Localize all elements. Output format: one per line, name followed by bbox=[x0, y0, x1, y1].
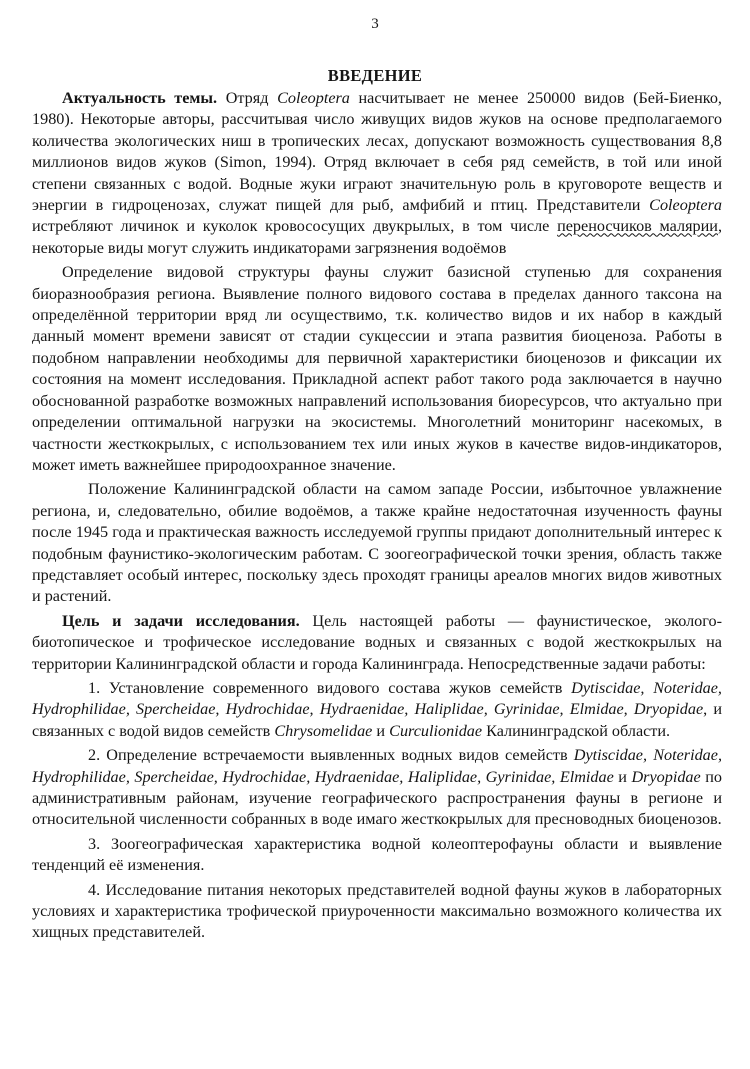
taxon-coleoptera: Coleoptera bbox=[649, 196, 722, 215]
task-1-text-3: и bbox=[372, 721, 390, 740]
relevance-text-2: насчитывает не менее 250000 видов (Бей-Биенко, 1980). Некоторые авторы, рассчитывая число живущих видов жуков на основе предполагаемого количества экологических ниш в тропических лесах, допускают возможность существования 8,8 миллионов видов жуков (Simon, 1994). Отряд включает в себя ряд семейств, в той или иной степени связанных с водой. Водные жуки играют значительную роль в круговороте веществ и энергии в гидроценозах, служат пищей для рыб, амфибий и птиц. Представители bbox=[32, 89, 722, 215]
task-2-text-1: 2. Определение встречаемости выявленных водных видов семейств bbox=[88, 746, 574, 765]
section-heading: ВВЕДЕНИЕ bbox=[327, 66, 423, 85]
goal-paragraph bbox=[32, 611, 722, 675]
body-text bbox=[32, 88, 722, 944]
task-1-text-2: , и связанных с водой видов семейств bbox=[32, 700, 722, 740]
task-1-text-4: Калининградской области. bbox=[482, 721, 671, 740]
task-item-1 bbox=[32, 678, 722, 742]
taxon-families: Dytiscidae, Noteridae, Hydrophilidae, Spercheidae, Hydrochidae, Hydraenidae, Haliplidae, Gyrinidae, Elmidae, Dryopidae bbox=[32, 678, 722, 719]
taxon-chrysomelidae: Chrysomelidae bbox=[274, 721, 373, 740]
paragraph-region-position: Положение Калининградской области на самом западе России, избыточное увлажнение региона, и, следовательно, обилие водоёмов, а также крайне недостаточная изученность фауны после 1945 года и практическая важность исследуемой группы придают дополнительный интерес к подобным фаунистико-экологическим работам. С зоогеографической точки зрения, область также представляет особый интерес, поскольку здесь проходят границы ареалов многих видов животных и растений. bbox=[32, 480, 722, 606]
relevance-paragraph bbox=[32, 88, 722, 259]
taxon-curculionidae: Curculionidae bbox=[389, 721, 483, 740]
paragraph-species-structure: Определение видовой структуры фауны служит базисной ступенью для сохранения биоразнообразия региона. Выявление полного видового состава в пределах данного таксона на определённой территории вряд ли осуществимо, т.к. количество видов и их набор в каждый данный момент времени зависят от стадии сукцессии и этапа развития биоценоза. Работы в подобном направлении необходимы для первичной характеристики биоценозов и фиксации их состояния на момент исследования. Прикладной аспект работ такого рода заключается в научно обоснованной разработке возможных направлений использования биоресурсов, что актуально при определении оптимальной нагрузки на экосистемы. Многолетний мониторинг насекомых, в частности жесткокрылых, с использованием тех или иных жуков в качестве видов-индикаторов, может иметь важнейшее природоохранное значение. bbox=[32, 263, 722, 474]
task-2-text-2: и bbox=[613, 767, 632, 786]
taxon-families: Dytiscidae, Noteridae, Hydrophilidae, Spercheidae, Hydrochidae, Hydraenidae, Haliplidae, Gyrinidae, Elmidae bbox=[32, 746, 722, 786]
page-number: 3 bbox=[371, 16, 379, 32]
malaria-vectors-phrase: переносчиков малярии bbox=[557, 217, 718, 236]
task-2-text-3: по административным районам, изучение географического распространения фауны в регионе и относительной численности собранных в воде имаго жесткокрылых для пресноводных биоценозов. bbox=[32, 767, 722, 829]
relevance-lead: Актуальность темы. bbox=[62, 89, 218, 107]
relevance-text-4: , некоторые виды могут служить индикаторами загрязнения водоёмов bbox=[32, 217, 722, 257]
relevance-text-3: истребляют личинок и куколок кровососущих двукрылых, в том числе bbox=[32, 217, 558, 236]
task-1-text-1: 1. Установление современного видового состава жуков семейств bbox=[88, 678, 572, 697]
relevance-text-1: Отряд bbox=[217, 89, 278, 107]
task-item-2 bbox=[32, 745, 722, 831]
task-item-4: 4. Исследование питания некоторых представителей водной фауны жуков в лабораторных условиях и характеристика трофической приуроченности максимально возможного количества их хищных представителей. bbox=[32, 880, 722, 942]
goal-lead: Цель и задачи исследования. bbox=[62, 611, 300, 630]
task-item-3: 3. Зоогеографическая характеристика водной колеоптерофауны области и выявление тенденций её изменения. bbox=[32, 834, 722, 875]
taxon-dryopidae: Dryopidae bbox=[631, 767, 701, 786]
taxon-coleoptera: Coleoptera bbox=[277, 89, 350, 107]
goal-text: Цель настоящей работы — фаунистическое, эколого-биотопическое и трофическое исследование водных и связанных с водой жесткокрылых на территории Калининградской области и города Калининграда. Непосредственные задачи работы: bbox=[32, 611, 722, 673]
